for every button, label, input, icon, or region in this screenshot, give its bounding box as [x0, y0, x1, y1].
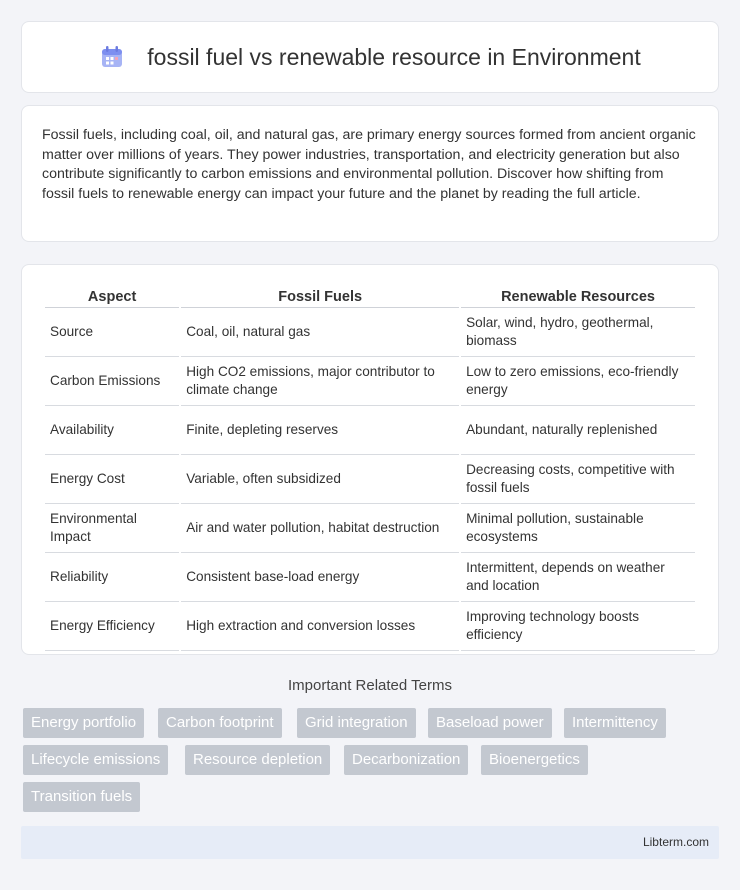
cell-fossil: Coal, oil, natural gas [181, 308, 459, 357]
cell-aspect: Carbon Emissions [45, 357, 179, 406]
tag-grid-integration[interactable]: Grid integration [297, 708, 416, 738]
comparison-card [21, 264, 719, 655]
cell-renewable: Abundant, naturally replenished [461, 406, 695, 455]
tag-lifecycle-emissions[interactable]: Lifecycle emissions [23, 745, 168, 775]
intro-text: Fossil fuels, including coal, oil, and natural gas, are primary energy sources formed from ancient organic matter over millions of years. They power industries, transportation, and electricity generation but also contribute significantly to carbon emissions and environmental pollution. Discover how shifting from fossil fuels to renewable energy can impact your future and the planet by reading the full article. [42, 127, 696, 202]
cell-fossil: High extraction and conversion losses [181, 602, 459, 651]
table-row [45, 504, 695, 553]
footer [21, 826, 719, 859]
tag-transition-fuels[interactable]: Transition fuels [23, 782, 140, 812]
table-row [45, 308, 695, 357]
tag-intermittency[interactable]: Intermittency [564, 708, 666, 738]
tag-carbon-footprint[interactable]: Carbon footprint [158, 708, 282, 738]
cell-renewable: Solar, wind, hydro, geothermal, biomass [461, 308, 695, 357]
tag-energy-portfolio[interactable]: Energy portfolio [23, 708, 144, 738]
cell-aspect: Energy Cost [45, 455, 179, 504]
table-row [45, 406, 695, 455]
cell-renewable: Minimal pollution, sustainable ecosystems [461, 504, 695, 553]
cell-aspect: Environmental Impact [45, 504, 179, 553]
cell-renewable: Improving technology boosts efficiency [461, 602, 695, 651]
title-card [21, 21, 719, 93]
cell-renewable: Intermittent, depends on weather and location [461, 553, 695, 602]
intro-card [21, 105, 719, 242]
comparison-table [43, 283, 697, 651]
cell-aspect: Energy Efficiency [45, 602, 179, 651]
cell-fossil: Air and water pollution, habitat destruction [181, 504, 459, 553]
tag-baseload-power[interactable]: Baseload power [428, 708, 552, 738]
table-row [45, 455, 695, 504]
cell-renewable: Decreasing costs, competitive with fossil fuels [461, 455, 695, 504]
tag-decarbonization[interactable]: Decarbonization [344, 745, 468, 775]
cell-renewable: Low to zero emissions, eco-friendly energy [461, 357, 695, 406]
table-row [45, 357, 695, 406]
cell-aspect: Source [45, 308, 179, 357]
cell-aspect: Availability [45, 406, 179, 455]
header-renewable-resources: Renewable Resources [461, 283, 695, 308]
table-row [45, 553, 695, 602]
cell-aspect: Reliability [45, 553, 179, 602]
cell-fossil: Finite, depleting reserves [181, 406, 459, 455]
cell-fossil: Variable, often subsidized [181, 455, 459, 504]
tag-resource-depletion[interactable]: Resource depletion [185, 745, 330, 775]
table-row [45, 602, 695, 651]
page-title-text: fossil fuel vs renewable resource in Environment [147, 43, 641, 70]
table-header-row [45, 283, 695, 308]
footer-site-link[interactable]: Libterm.com [642, 835, 709, 849]
cell-fossil: Consistent base-load energy [181, 553, 459, 602]
related-terms-title: Important Related Terms [288, 677, 452, 694]
tag-bioenergetics[interactable]: Bioenergetics [481, 745, 588, 775]
header-aspect: Aspect [45, 283, 179, 308]
cell-fossil: High CO2 emissions, major contributor to climate change [181, 357, 459, 406]
header-fossil-fuels: Fossil Fuels [181, 283, 459, 308]
page-title [99, 44, 640, 71]
calendar-icon [99, 44, 125, 70]
